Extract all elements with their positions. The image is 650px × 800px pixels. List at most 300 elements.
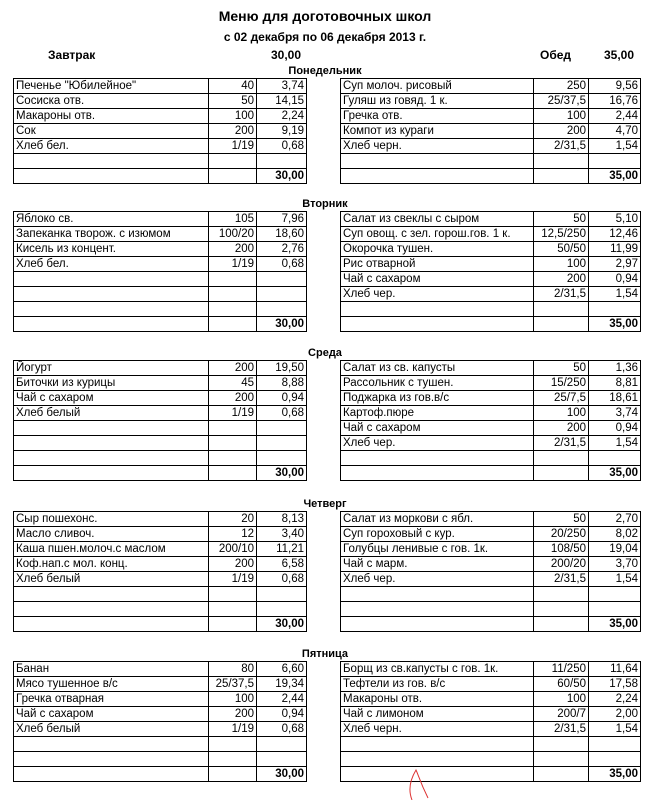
table-row (341, 124, 641, 139)
total-row (14, 317, 307, 332)
item-price: 18,60 (257, 227, 307, 242)
item-portion: 25/7,5 (534, 391, 589, 406)
item-name (341, 587, 534, 602)
total-row (14, 767, 307, 782)
day-heading: Среда (308, 347, 342, 359)
item-portion: 200 (209, 242, 257, 257)
item-portion (534, 302, 589, 317)
table-row (341, 212, 641, 227)
table-row (14, 527, 307, 542)
page-title: Меню для доготовочных школ (218, 8, 432, 24)
table-row (341, 109, 641, 124)
total-spacer (534, 169, 589, 184)
lunch-table (340, 78, 641, 184)
item-price: 19,04 (589, 542, 641, 557)
item-portion (209, 752, 257, 767)
item-name: Каша пшен.молоч.с маслом (14, 542, 209, 557)
table-row (341, 79, 641, 94)
table-row (14, 737, 307, 752)
item-name: Запеканка творож. с изюмом (14, 227, 209, 242)
item-price (589, 587, 641, 602)
item-portion (209, 302, 257, 317)
item-price: 2,70 (589, 512, 641, 527)
item-price: 12,46 (589, 227, 641, 242)
item-name: Хлеб белый (14, 406, 209, 421)
item-name: Чай с марм. (341, 557, 534, 572)
table-row (341, 692, 641, 707)
item-portion: 2/31,5 (534, 287, 589, 302)
item-portion (209, 737, 257, 752)
total-price: 30,00 (257, 317, 307, 332)
table-row (14, 512, 307, 527)
total-spacer (14, 317, 209, 332)
item-price: 1,54 (589, 287, 641, 302)
item-price (589, 451, 641, 466)
total-row (341, 317, 641, 332)
item-name: Хлеб чер. (341, 572, 534, 587)
item-portion: 45 (209, 376, 257, 391)
table-row (14, 752, 307, 767)
item-price (589, 302, 641, 317)
total-spacer (341, 617, 534, 632)
item-name: Банан (14, 662, 209, 677)
item-name: Суп гороховый с кур. (341, 527, 534, 542)
item-price: 3,74 (257, 79, 307, 94)
item-portion (209, 154, 257, 169)
item-price: 14,15 (257, 94, 307, 109)
total-spacer (534, 466, 589, 481)
item-name: Салат из свеклы с сыром (341, 212, 534, 227)
total-row (341, 169, 641, 184)
item-price: 3,70 (589, 557, 641, 572)
item-name (14, 587, 209, 602)
total-spacer (209, 767, 257, 782)
item-name (14, 421, 209, 436)
total-price: 30,00 (257, 466, 307, 481)
item-price: 1,54 (589, 722, 641, 737)
item-price: 11,99 (589, 242, 641, 257)
item-portion: 1/19 (209, 406, 257, 421)
item-price (257, 287, 307, 302)
item-price: 11,64 (589, 662, 641, 677)
item-portion: 50 (209, 94, 257, 109)
table-row (14, 302, 307, 317)
item-price: 2,44 (257, 692, 307, 707)
item-price: 8,02 (589, 527, 641, 542)
item-portion (534, 154, 589, 169)
table-row (341, 512, 641, 527)
total-price: 35,00 (589, 317, 641, 332)
item-name (14, 302, 209, 317)
item-name: Хлеб белый (14, 722, 209, 737)
day-heading: Вторник (302, 198, 348, 210)
item-portion: 25/37,5 (209, 677, 257, 692)
table-row (14, 436, 307, 451)
item-name (341, 737, 534, 752)
item-name: Голубцы ленивые с гов. 1к. (341, 542, 534, 557)
table-row (341, 722, 641, 737)
item-name (14, 436, 209, 451)
item-name: Гуляш из говяд. 1 к. (341, 94, 534, 109)
item-name (341, 602, 534, 617)
item-name: Салат из моркови с ябл. (341, 512, 534, 527)
item-portion: 1/19 (209, 722, 257, 737)
table-row (14, 451, 307, 466)
item-price (257, 737, 307, 752)
item-name (14, 752, 209, 767)
item-name: Макароны отв. (14, 109, 209, 124)
item-portion: 100 (534, 109, 589, 124)
item-price: 5,10 (589, 212, 641, 227)
table-row (14, 557, 307, 572)
item-price (257, 272, 307, 287)
item-name: Масло сливоч. (14, 527, 209, 542)
table-row (14, 421, 307, 436)
breakfast-table (13, 78, 307, 184)
table-row (14, 257, 307, 272)
day-heading: Четверг (303, 498, 347, 510)
item-name: Сок (14, 124, 209, 139)
table-row (341, 557, 641, 572)
table-row (14, 587, 307, 602)
total-spacer (534, 617, 589, 632)
total-price: 30,00 (257, 617, 307, 632)
item-price: 9,56 (589, 79, 641, 94)
item-price (257, 587, 307, 602)
table-row (14, 602, 307, 617)
day-heading: Понедельник (288, 65, 362, 77)
table-row (341, 737, 641, 752)
item-price: 16,76 (589, 94, 641, 109)
item-name: Печенье "Юбилейное" (14, 79, 209, 94)
table-row (341, 391, 641, 406)
item-portion (209, 587, 257, 602)
item-portion (534, 451, 589, 466)
table-row (341, 242, 641, 257)
table-row (14, 542, 307, 557)
lunch-price: 35,00 (604, 48, 635, 62)
item-portion: 108/50 (534, 542, 589, 557)
item-portion: 1/19 (209, 572, 257, 587)
item-name (14, 451, 209, 466)
item-portion: 200 (209, 361, 257, 376)
item-price: 0,68 (257, 257, 307, 272)
item-price: 0,68 (257, 406, 307, 421)
item-price: 8,81 (589, 376, 641, 391)
table-row (341, 154, 641, 169)
item-portion (534, 587, 589, 602)
table-row (341, 227, 641, 242)
total-price: 30,00 (257, 767, 307, 782)
total-row (14, 169, 307, 184)
total-price: 30,00 (257, 169, 307, 184)
item-portion: 50/50 (534, 242, 589, 257)
item-portion: 20 (209, 512, 257, 527)
total-price: 35,00 (589, 169, 641, 184)
total-spacer (341, 317, 534, 332)
item-portion: 15/250 (534, 376, 589, 391)
item-portion: 100 (534, 257, 589, 272)
item-price: 0,68 (257, 139, 307, 154)
item-portion: 100 (209, 692, 257, 707)
item-price: 0,94 (257, 391, 307, 406)
total-spacer (14, 767, 209, 782)
item-name: Гречка отварная (14, 692, 209, 707)
item-name (14, 154, 209, 169)
item-portion (534, 752, 589, 767)
item-name: Сосиска отв. (14, 94, 209, 109)
item-name: Яблоко св. (14, 212, 209, 227)
item-portion: 50 (534, 361, 589, 376)
item-price (257, 421, 307, 436)
table-row (341, 602, 641, 617)
item-name: Салат из св. капусты (341, 361, 534, 376)
item-price (257, 436, 307, 451)
item-price: 19,50 (257, 361, 307, 376)
item-portion: 250 (534, 79, 589, 94)
item-name: Хлеб черн. (341, 139, 534, 154)
item-portion: 200/10 (209, 542, 257, 557)
item-name: Гречка отв. (341, 109, 534, 124)
item-portion: 11/250 (534, 662, 589, 677)
item-name: Чай с сахаром (14, 391, 209, 406)
item-portion (209, 287, 257, 302)
item-portion: 105 (209, 212, 257, 227)
table-row (14, 391, 307, 406)
item-portion: 25/37,5 (534, 94, 589, 109)
item-price (257, 302, 307, 317)
item-price: 2,44 (589, 109, 641, 124)
item-portion: 200 (209, 391, 257, 406)
table-row (14, 242, 307, 257)
item-portion: 100/20 (209, 227, 257, 242)
item-name (14, 737, 209, 752)
item-name: Хлеб чер. (341, 436, 534, 451)
total-spacer (209, 169, 257, 184)
item-name: Макароны отв. (341, 692, 534, 707)
item-name: Компот из кураги (341, 124, 534, 139)
item-name (341, 451, 534, 466)
table-row (341, 406, 641, 421)
item-name: Хлеб бел. (14, 257, 209, 272)
item-price: 2,76 (257, 242, 307, 257)
item-name: Картоф.пюре (341, 406, 534, 421)
pen-mark (400, 760, 440, 800)
item-name: Чай с сахаром (341, 421, 534, 436)
item-portion: 60/50 (534, 677, 589, 692)
lunch-label: Обед (540, 48, 572, 62)
item-price: 4,70 (589, 124, 641, 139)
total-spacer (341, 169, 534, 184)
table-row (14, 212, 307, 227)
item-portion: 20/250 (534, 527, 589, 542)
item-portion (209, 602, 257, 617)
item-portion: 200 (209, 124, 257, 139)
item-name: Хлеб чер. (341, 287, 534, 302)
table-row (341, 302, 641, 317)
table-row (14, 139, 307, 154)
total-spacer (209, 617, 257, 632)
table-row (14, 722, 307, 737)
total-price: 35,00 (589, 767, 641, 782)
breakfast-price: 30,00 (271, 48, 302, 62)
item-price: 0,68 (257, 722, 307, 737)
item-price: 19,34 (257, 677, 307, 692)
table-row (14, 154, 307, 169)
table-row (14, 376, 307, 391)
item-price: 18,61 (589, 391, 641, 406)
item-price: 9,19 (257, 124, 307, 139)
item-portion: 200 (534, 272, 589, 287)
item-name: Борщ из св.капусты с гов. 1к. (341, 662, 534, 677)
table-row (14, 124, 307, 139)
item-portion (209, 272, 257, 287)
item-portion: 40 (209, 79, 257, 94)
item-price: 8,88 (257, 376, 307, 391)
item-price (589, 154, 641, 169)
table-row (341, 139, 641, 154)
total-price: 35,00 (589, 466, 641, 481)
item-price: 17,58 (589, 677, 641, 692)
table-row (341, 662, 641, 677)
item-price: 11,21 (257, 542, 307, 557)
item-name: Тефтели из гов. в/с (341, 677, 534, 692)
item-portion (209, 421, 257, 436)
item-name: Рис отварной (341, 257, 534, 272)
table-row (341, 677, 641, 692)
total-row (341, 466, 641, 481)
item-portion: 100 (209, 109, 257, 124)
total-spacer (14, 169, 209, 184)
table-row (14, 109, 307, 124)
total-row (14, 617, 307, 632)
table-row (341, 587, 641, 602)
total-row (341, 617, 641, 632)
table-row (14, 361, 307, 376)
item-price (589, 737, 641, 752)
breakfast-label: Завтрак (48, 48, 96, 62)
item-name: Хлеб бел. (14, 139, 209, 154)
item-name: Хлеб белый (14, 572, 209, 587)
item-price: 1,54 (589, 139, 641, 154)
item-price: 0,94 (589, 421, 641, 436)
item-portion (534, 737, 589, 752)
item-portion: 2/31,5 (534, 139, 589, 154)
item-name: Чай с лимоном (341, 707, 534, 722)
item-price (257, 154, 307, 169)
breakfast-table (13, 511, 307, 632)
table-row (341, 707, 641, 722)
table-row (14, 707, 307, 722)
lunch-table (340, 211, 641, 332)
item-name: Суп овощ. с зел. горош.гов. 1 к. (341, 227, 534, 242)
table-row (14, 662, 307, 677)
item-price: 2,97 (589, 257, 641, 272)
item-name: Поджарка из гов.в/с (341, 391, 534, 406)
item-price: 7,96 (257, 212, 307, 227)
item-price: 1,54 (589, 436, 641, 451)
item-price: 2,24 (589, 692, 641, 707)
lunch-table (340, 661, 641, 782)
table-row (341, 421, 641, 436)
table-row (341, 752, 641, 767)
table-row (14, 572, 307, 587)
day-heading: Пятница (301, 648, 349, 660)
item-portion: 200/20 (534, 557, 589, 572)
table-row (14, 406, 307, 421)
item-name: Биточки из курицы (14, 376, 209, 391)
item-portion: 1/19 (209, 139, 257, 154)
item-price: 2,24 (257, 109, 307, 124)
item-name (14, 287, 209, 302)
table-row (341, 572, 641, 587)
item-name: Кисель из концент. (14, 242, 209, 257)
item-portion: 80 (209, 662, 257, 677)
item-portion: 200 (209, 707, 257, 722)
item-price: 3,40 (257, 527, 307, 542)
table-row (341, 257, 641, 272)
breakfast-table (13, 360, 307, 481)
date-range: с 02 декабря по 06 декабря 2013 г. (223, 30, 427, 44)
table-row (341, 361, 641, 376)
table-row (341, 376, 641, 391)
item-portion: 1/19 (209, 257, 257, 272)
total-row (341, 767, 641, 782)
item-name (14, 272, 209, 287)
item-name (14, 602, 209, 617)
item-portion: 200 (534, 421, 589, 436)
total-price: 35,00 (589, 617, 641, 632)
item-portion (534, 602, 589, 617)
table-row (341, 272, 641, 287)
table-row (14, 677, 307, 692)
item-portion: 2/31,5 (534, 572, 589, 587)
table-row (14, 94, 307, 109)
table-row (14, 79, 307, 94)
item-name (341, 154, 534, 169)
item-name: Йогурт (14, 361, 209, 376)
item-price: 0,68 (257, 572, 307, 587)
item-price (257, 602, 307, 617)
total-row (14, 466, 307, 481)
item-name: Коф.нап.с мол. конц. (14, 557, 209, 572)
breakfast-table (13, 661, 307, 782)
table-row (14, 692, 307, 707)
item-portion: 2/31,5 (534, 436, 589, 451)
table-row (341, 287, 641, 302)
lunch-table (340, 511, 641, 632)
total-spacer (534, 767, 589, 782)
item-portion (209, 451, 257, 466)
item-portion: 100 (534, 692, 589, 707)
item-price: 2,00 (589, 707, 641, 722)
item-portion: 2/31,5 (534, 722, 589, 737)
item-name: Рассольник с тушен. (341, 376, 534, 391)
item-name: Хлеб черн. (341, 722, 534, 737)
item-portion: 200 (534, 124, 589, 139)
item-name (341, 302, 534, 317)
item-price: 0,94 (589, 272, 641, 287)
item-price: 6,60 (257, 662, 307, 677)
total-spacer (14, 466, 209, 481)
item-portion: 12,5/250 (534, 227, 589, 242)
item-portion: 200 (209, 557, 257, 572)
total-spacer (209, 466, 257, 481)
item-price (257, 451, 307, 466)
item-price: 6,58 (257, 557, 307, 572)
item-price (589, 752, 641, 767)
item-portion: 200/7 (534, 707, 589, 722)
